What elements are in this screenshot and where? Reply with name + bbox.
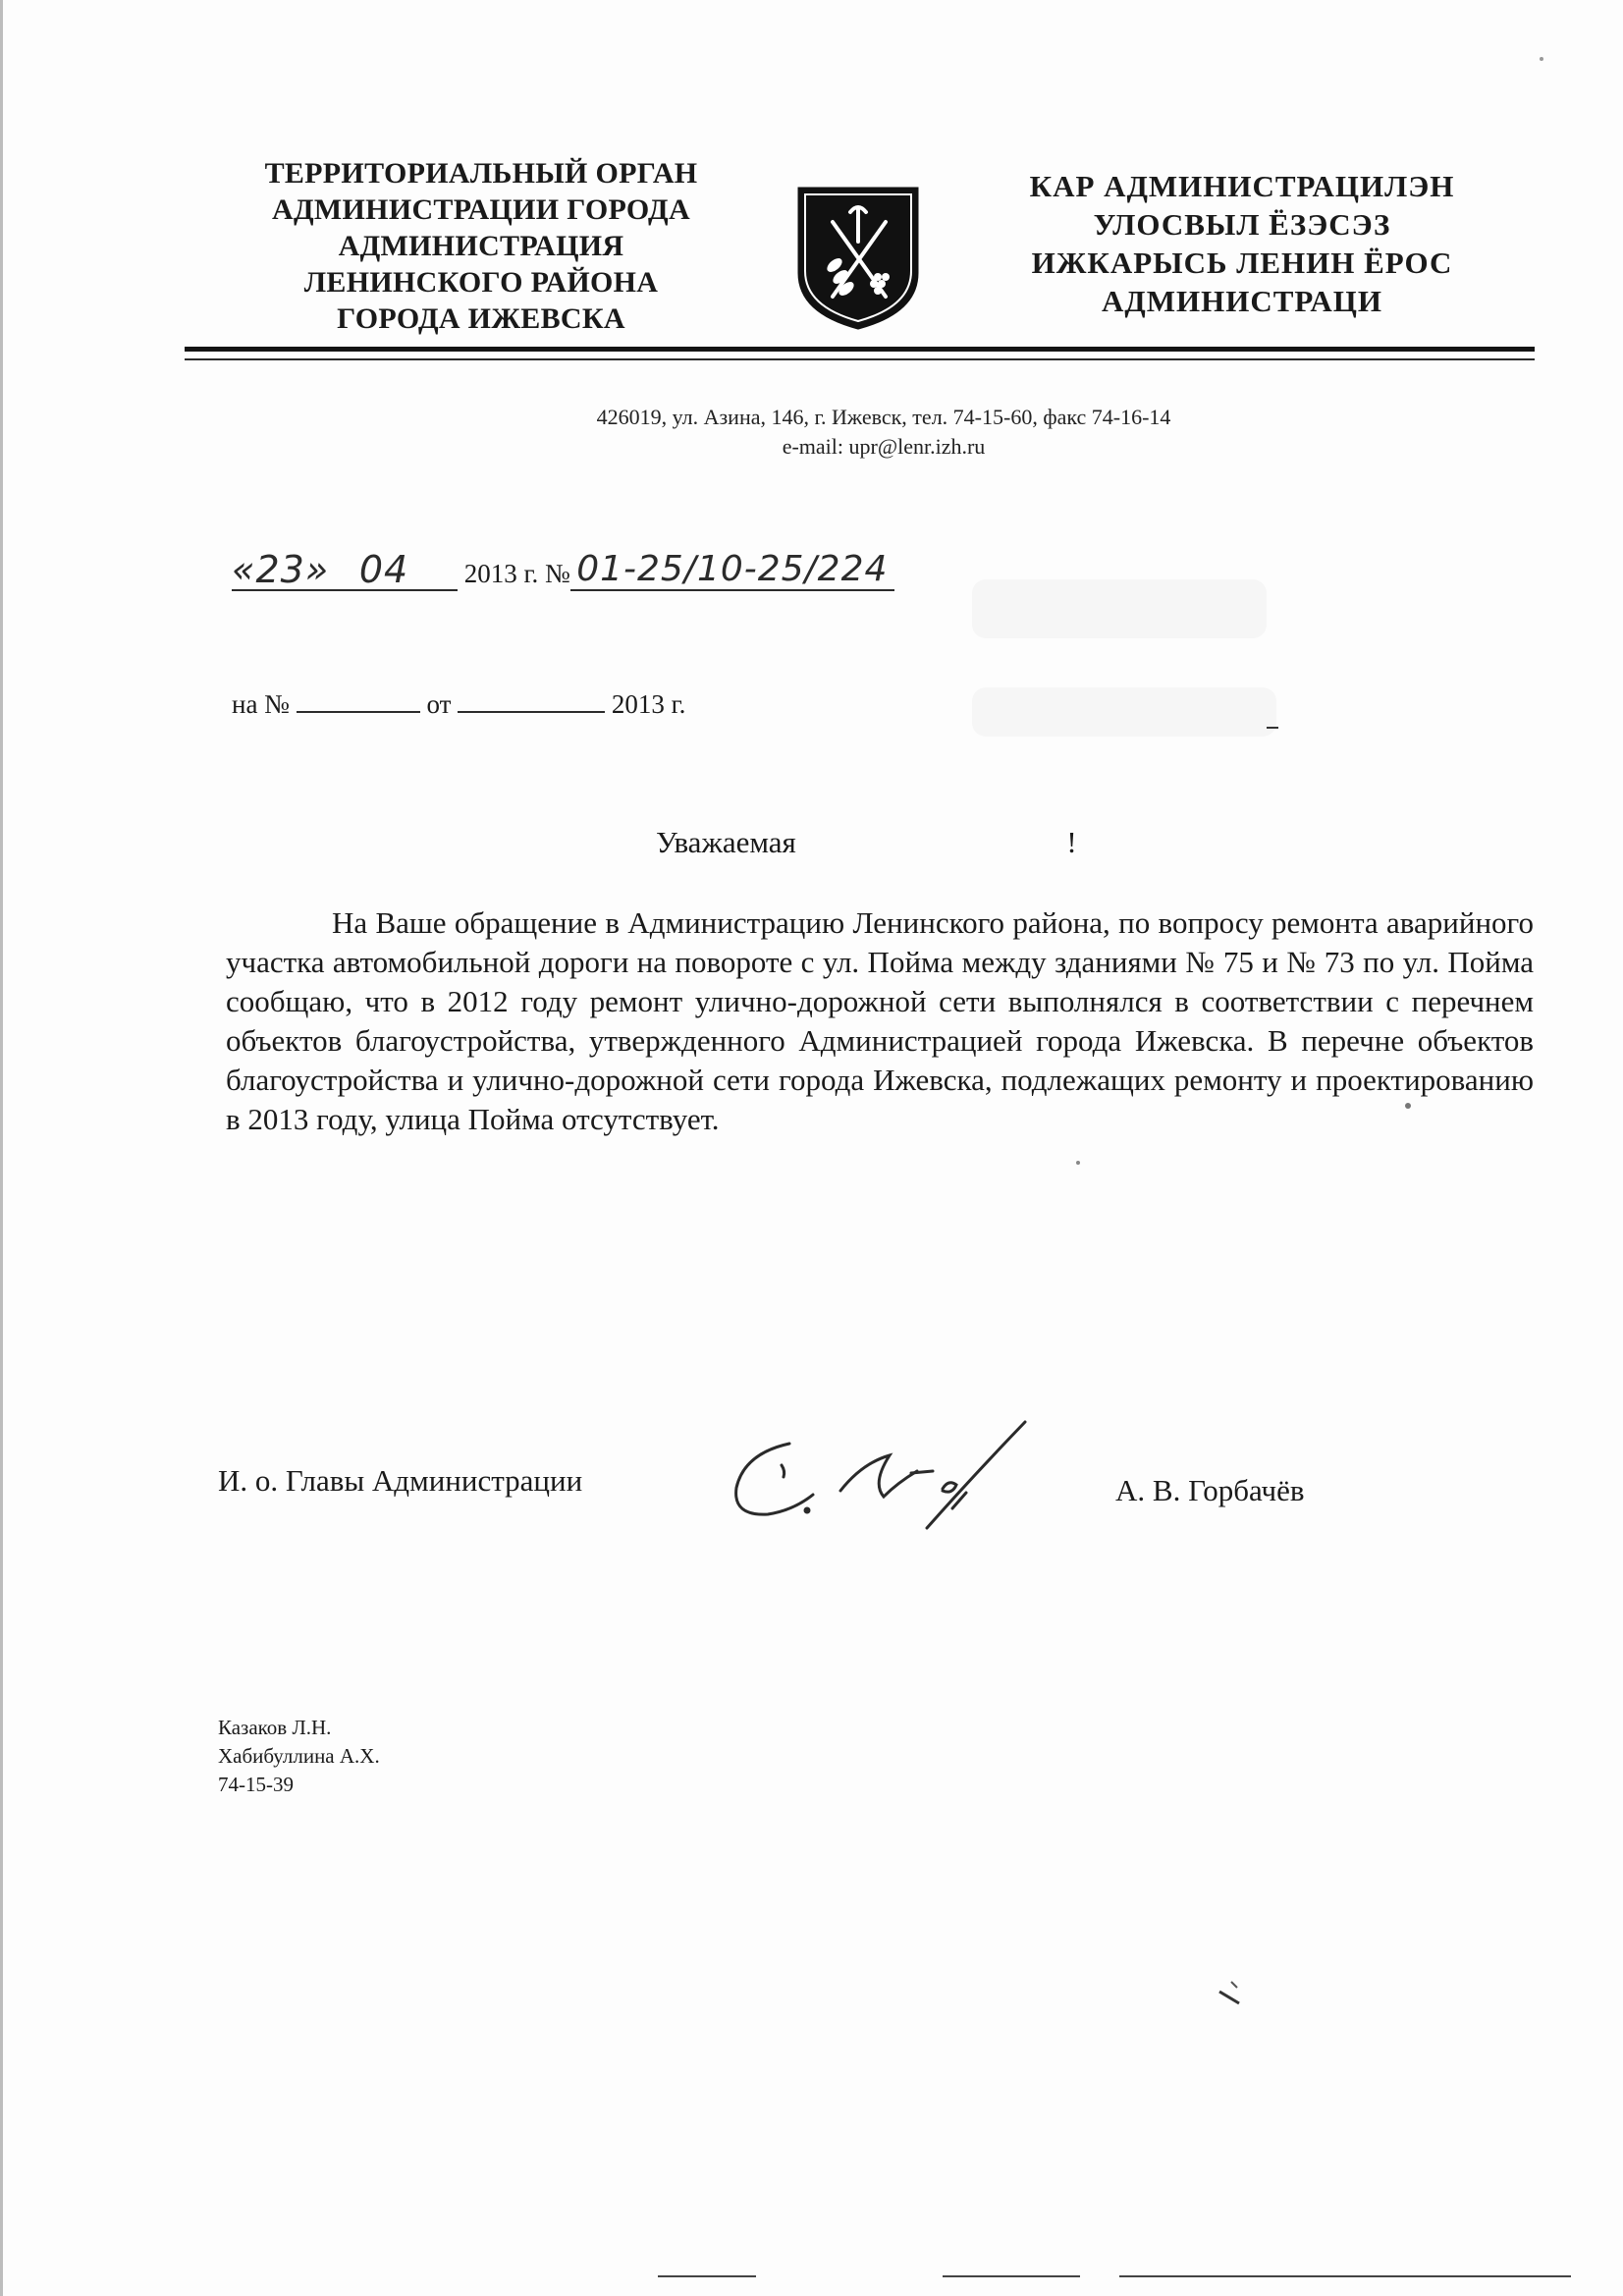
outgoing-year: 2013 г. bbox=[463, 559, 539, 588]
header-divider-thin bbox=[185, 358, 1535, 360]
handwritten-month: 04 bbox=[310, 550, 458, 591]
reference-line bbox=[232, 687, 685, 720]
scan-speck bbox=[1540, 57, 1543, 61]
address-line: 426019, ул. Азина, 146, г. Ижевск, тел. 74-15-60, факс 74-16-14 bbox=[596, 405, 1171, 429]
greeting bbox=[656, 825, 1077, 860]
handwritten-number: 01-25/10-25/224 bbox=[570, 550, 894, 591]
contact-block bbox=[432, 403, 1335, 462]
org-ru-line: ГОРОДА ИЖЕВСКА bbox=[337, 302, 625, 335]
redacted-recipient-address bbox=[972, 687, 1276, 737]
executor-line: Казаков Л.Н. bbox=[218, 1716, 332, 1739]
signatory-name: А. В. Горбачёв bbox=[1115, 1473, 1305, 1507]
izhevsk-coat-of-arms-icon bbox=[791, 183, 925, 332]
signatory-title: И. о. Главы Администрации bbox=[218, 1463, 583, 1498]
org-ru-line: ТЕРРИТОРИАЛЬНЫЙ ОРГАН bbox=[264, 157, 698, 190]
executor-block bbox=[218, 1714, 380, 1799]
org-udm-line: УЛОСВЫЛ ЁЗЭСЭЗ bbox=[1093, 207, 1391, 242]
greeting-end: ! bbox=[1066, 825, 1077, 859]
recipient-underline-mark bbox=[1267, 727, 1278, 729]
handwritten-day: «23» bbox=[232, 548, 330, 591]
letter-body: На Ваше обращение в Администрацию Ленинского района, по вопросу ремонта аварийного участка автомобильной дороги на повороте с ул. Пойма между зданиями № 75 и № 73 по ул. Пойма сообщаю, что в 2012 году ремонт улично-дорожной сети выполнялся в соответствии с перечнем объектов благоустройства, утвержденного Администрацией города Ижевска. В перечне объектов благоустройства и улично-дорожной сети города Ижевска, подлежащих ремонту и проектированию в 2013 году, улица Пойма отсутствует. bbox=[226, 905, 1534, 1136]
scan-speck bbox=[1219, 1992, 1239, 2003]
reference-number-blank bbox=[297, 687, 420, 713]
org-ru-line: АДМИНИСТРАЦИИ ГОРОДА bbox=[272, 193, 690, 226]
org-name-russian bbox=[226, 155, 736, 337]
redacted-recipient-name bbox=[972, 579, 1267, 638]
outgoing-date-number bbox=[232, 550, 894, 599]
greeting-start: Уважаемая bbox=[656, 825, 796, 859]
header-divider-thick bbox=[185, 347, 1535, 352]
org-udm-line: КАР АДМИНИСТРАЦИЛЭН bbox=[1029, 169, 1455, 203]
scan-speck bbox=[1231, 1982, 1237, 1988]
scan-speck bbox=[1076, 1161, 1080, 1165]
org-ru-line: ЛЕНИНСКОГО РАЙОНА bbox=[303, 266, 659, 299]
reference-from: от bbox=[426, 689, 452, 719]
handwritten-signature bbox=[725, 1414, 1058, 1542]
scan-edge bbox=[0, 0, 3, 2296]
redacted-addressee-name bbox=[804, 833, 1059, 852]
org-udm-line: АДМИНИСТРАЦИ bbox=[1102, 284, 1382, 318]
org-name-udmurt bbox=[967, 167, 1517, 320]
email-line: e-mail: upr@lenr.izh.ru bbox=[782, 434, 986, 459]
org-udm-line: ИЖКАРЫСЬ ЛЕНИН ЁРОС bbox=[1031, 246, 1453, 280]
reference-year: 2013 г. bbox=[611, 689, 686, 719]
reference-prefix: на № bbox=[232, 689, 290, 719]
executor-line: Хабибуллина А.Х. bbox=[218, 1744, 380, 1768]
executor-phone: 74-15-39 bbox=[218, 1773, 294, 1796]
org-ru-line: АДМИНИСТРАЦИЯ bbox=[338, 230, 624, 262]
reference-date-blank bbox=[458, 687, 605, 713]
number-sign: № bbox=[545, 559, 570, 588]
